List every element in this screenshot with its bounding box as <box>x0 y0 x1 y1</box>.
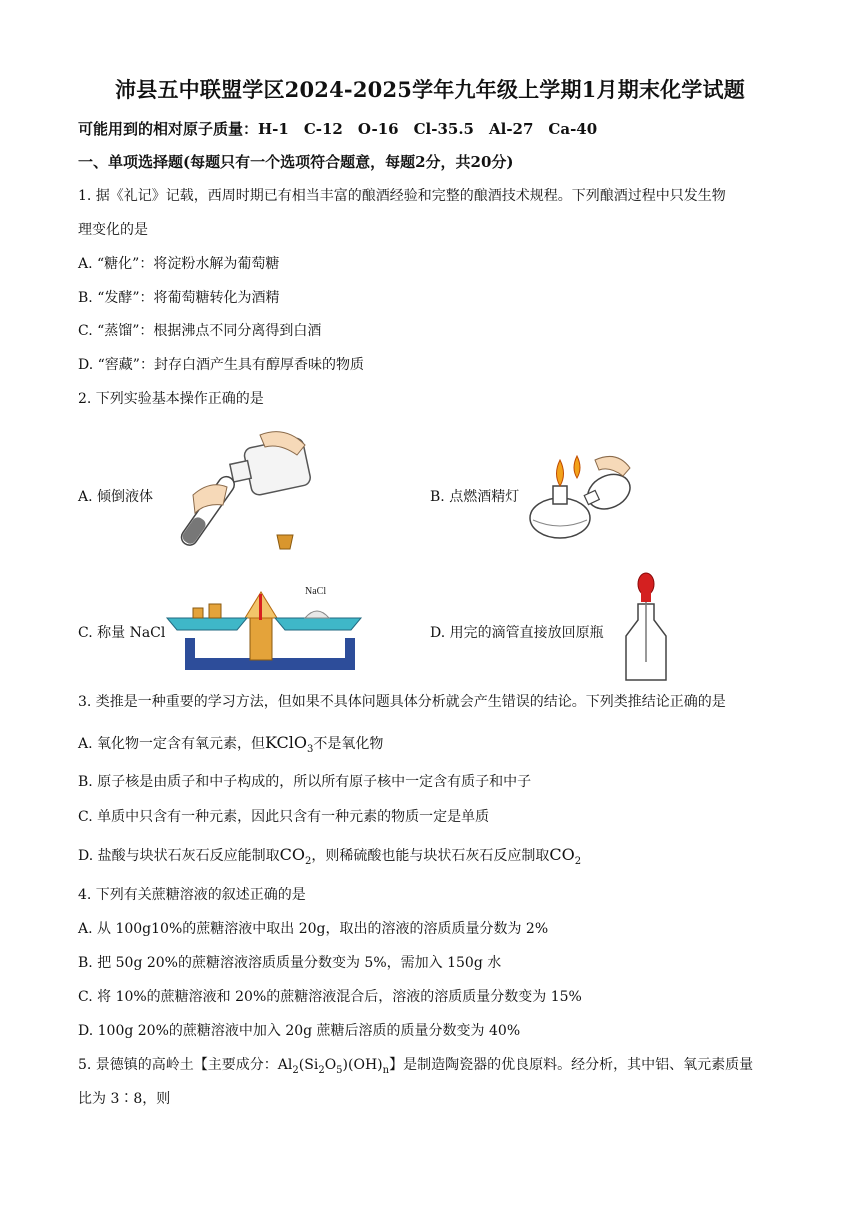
q4-stem: 4. 下列有关蔗糖溶液的叙述正确的是 <box>78 887 306 903</box>
alcohol-lamp-figure <box>525 448 635 548</box>
pouring-liquid-figure <box>165 425 325 560</box>
q5-text: 5. 景德镇的高岭土【主要成分：Al <box>78 1057 293 1073</box>
dropper-bottle-figure <box>622 572 670 684</box>
q4-option-d: D. 100g 20%的蔗糖溶液中加入 20g 蔗糖后溶质的质量分数变为 40% <box>78 1023 521 1039</box>
q2-option-a: A. 倾倒液体 <box>78 489 154 505</box>
q3-a-tail: 不是氧化物 <box>313 736 384 752</box>
q2-option-c: C. 称量 NaCl <box>78 625 166 641</box>
kclo3-formula: KClO <box>265 733 308 752</box>
q2-option-b: B. 点燃酒精灯 <box>430 489 520 505</box>
q3-d-mid: ，则稀硫酸也能与块状石灰石反应制取 <box>311 848 550 864</box>
balance-scale-figure <box>165 580 365 675</box>
q4-option-c: C. 将 10%的蔗糖溶液和 20%的蔗糖溶液混合后，溶液的溶质质量分数变为 15% <box>78 989 582 1005</box>
q1-option-b: B. “发酵”：将葡萄糖转化为酒精 <box>78 290 280 306</box>
q3-stem: 3. 类推是一种重要的学习方法，但如果不具体问题具体分析就会产生错误的结论。下列类推结论正确的是 <box>78 694 726 710</box>
section-heading: 一、单项选择题(每题只有一个选项符合题意，每题2分，共20分) <box>78 153 514 171</box>
kclo3-subscript: 3 <box>307 743 314 755</box>
q3-option-a <box>78 734 383 759</box>
q1-stem-line1: 1. 据《礼记》记载，西周时期已有相当丰富的酿酒经验和完整的酿酒技术规程。下列酿酒过程中只发生物 <box>78 188 726 204</box>
q1-option-d: D. “窖藏”：封存白酒产生具有醇厚香味的物质 <box>78 357 364 373</box>
q3-option-b: B. 原子核是由质子和中子构成的，所以所有原子核中一定含有质子和中子 <box>78 774 532 790</box>
atomic-mass-note: 可能用到的相对原子质量：H-1 C-12 O-16 Cl-35.5 Al-27 Ca-40 <box>78 120 598 138</box>
q5-stem-line1 <box>78 1056 753 1080</box>
sub-al: 2 <box>292 1064 299 1076</box>
sub-n: n <box>382 1064 390 1076</box>
co2-formula-2: CO <box>549 845 575 864</box>
co2-formula: CO <box>279 845 305 864</box>
q3-option-c: C. 单质中只含有一种元素，因此只含有一种元素的物质一定是单质 <box>78 809 490 825</box>
q5-oh: )(OH) <box>342 1057 383 1073</box>
sub-o: 5 <box>336 1064 343 1076</box>
q3-a-text: A. 氧化物一定含有氧元素，但 <box>78 736 266 752</box>
sub-si: 2 <box>318 1064 325 1076</box>
q5-tail: 】是制造陶瓷器的优良原料。经分析，其中铝、氧元素质量 <box>389 1057 754 1073</box>
q2-option-d: D. 用完的滴管直接放回原瓶 <box>430 625 604 641</box>
q3-d-text: D. 盐酸与块状石灰石反应能制取 <box>78 848 280 864</box>
q3-option-d <box>78 846 581 871</box>
q4-option-b: B. 把 50g 20%的蔗糖溶液溶质质量分数变为 5%，需加入 150g 水 <box>78 955 502 971</box>
q5-si: (Si <box>298 1057 319 1073</box>
q4-option-a: A. 从 100g10%的蔗糖溶液中取出 20g，取出的溶液的溶质质量分数为 2% <box>78 921 549 937</box>
q1-stem-line2: 理变化的是 <box>78 222 148 238</box>
q1-option-a: A. “糖化”：将淀粉水解为葡萄糖 <box>78 256 280 272</box>
q2-stem: 2. 下列实验基本操作正确的是 <box>78 391 264 407</box>
q5-stem-line2: 比为 3∶8，则 <box>78 1091 171 1107</box>
nacl-label: NaCl <box>305 586 327 597</box>
q5-o: O <box>324 1057 337 1073</box>
q1-option-c: C. “蒸馏”：根据沸点不同分离得到白酒 <box>78 323 322 339</box>
co2-subscript-2: 2 <box>574 855 582 867</box>
page-title: 沛县五中联盟学区2024-2025学年九年级上学期1月期末化学试题 <box>115 77 745 102</box>
co2-subscript: 2 <box>305 855 312 867</box>
